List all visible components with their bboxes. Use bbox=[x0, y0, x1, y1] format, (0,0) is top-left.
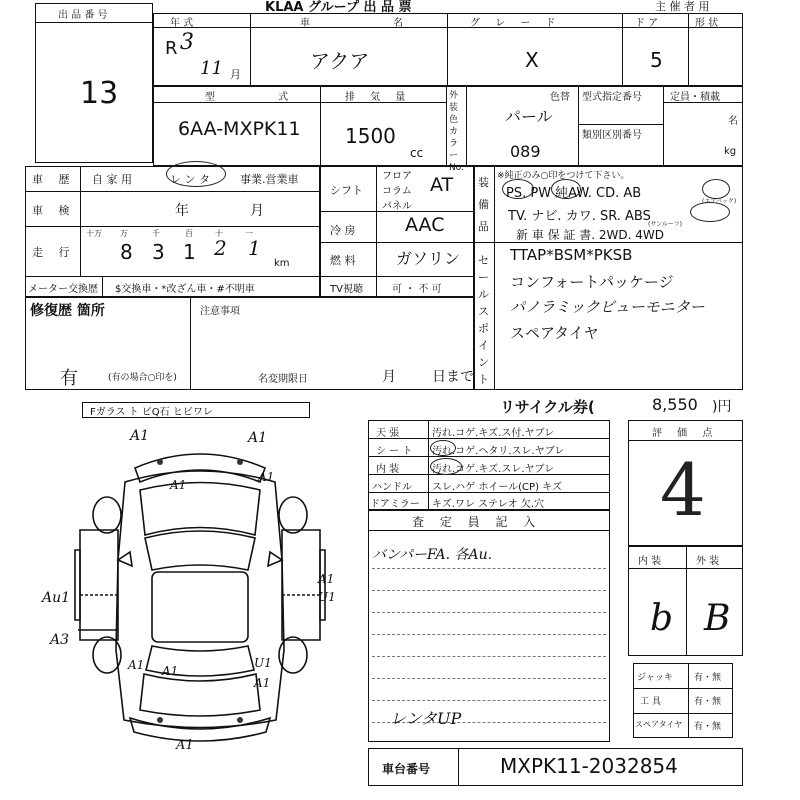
mark-a1-roof-left: A1 bbox=[170, 478, 187, 492]
shift-value: AT bbox=[430, 174, 454, 196]
repair-value: 有 bbox=[60, 368, 78, 389]
exterior-value: B bbox=[704, 598, 731, 639]
vin-value: MXPK11-2032854 bbox=[500, 754, 678, 778]
inspector-note-2: レンタUP bbox=[390, 709, 462, 728]
equipment-line1-small: (エアバック) bbox=[702, 198, 737, 205]
year-month: 11 bbox=[200, 58, 223, 79]
displacement-label: 排 気 量 bbox=[345, 92, 412, 103]
inspector-note-1: バンパーFA. 各Au. bbox=[372, 547, 493, 563]
model-value: 6AA-MXPK11 bbox=[178, 118, 301, 140]
mileage-digit-4: 2 bbox=[214, 236, 227, 260]
unit-10: 十 bbox=[215, 229, 223, 238]
grade-header: グ レ ー ド bbox=[470, 18, 562, 29]
displacement-unit: cc bbox=[410, 146, 424, 160]
mark-a1-lower-left: A1 bbox=[128, 658, 145, 672]
cond-values-interior: 汚れ.コゲ.キズ.スレ.ヤブレ bbox=[432, 464, 555, 475]
cond-values-mirror: キズ.ワレ ステレオ 欠.穴 bbox=[432, 499, 545, 510]
type-designation-label: 型式指定番号 bbox=[582, 92, 642, 103]
model-label: 型 式 bbox=[205, 92, 319, 103]
equipment-note: ※純正のみ○印をつけて下さい。 bbox=[497, 171, 630, 181]
vin-label: 車台番号 bbox=[382, 762, 431, 776]
tv-options: 可 ・ 不 可 bbox=[392, 284, 442, 295]
equipment-line3: 新 車 保 証 書. 2WD. 4WD bbox=[516, 228, 664, 242]
expiry-day: 日まで bbox=[432, 369, 474, 385]
score-label: 評 価 点 bbox=[652, 428, 719, 439]
doors-value: 5 bbox=[650, 48, 663, 72]
tv-label: TV視聴 bbox=[330, 284, 363, 295]
trunk-shape bbox=[140, 674, 260, 716]
recycle-unit: )円 bbox=[712, 399, 732, 415]
ac-value: AAC bbox=[405, 214, 445, 236]
mileage-digit-5: 1 bbox=[248, 236, 261, 260]
notes-label: 注意事項 bbox=[200, 306, 240, 317]
mark-au1-left: Au1 bbox=[42, 590, 71, 606]
cond-label-seat: シ ー ト bbox=[376, 446, 413, 457]
year-month-unit: 月 bbox=[230, 68, 241, 81]
doors-header: ド ア bbox=[635, 18, 659, 29]
extra-spare-label: スペアタイヤ bbox=[635, 720, 683, 729]
mileage-digit-2: 3 bbox=[152, 240, 165, 264]
shift-opt-floor: フロア bbox=[382, 171, 412, 182]
extra-spare-value: 有・無 bbox=[694, 722, 722, 732]
unit-10k: 万 bbox=[120, 229, 128, 238]
color-side-label: 外装色カラーNo. bbox=[449, 91, 464, 173]
extra-jack-value: 有・無 bbox=[694, 673, 722, 683]
mark-a1-top-left: A1 bbox=[130, 428, 150, 444]
inspection-label: 車 検 bbox=[32, 204, 76, 217]
mark-u1-right: U1 bbox=[318, 590, 336, 604]
mileage-digit-3: 1 bbox=[183, 240, 196, 264]
mileage-digit-1: 8 bbox=[120, 240, 133, 264]
sales-point-line4: スペアタイヤ bbox=[510, 324, 599, 342]
equipment-line2: TV. ナビ. カワ. SR. ABS bbox=[508, 209, 651, 224]
pw-circle-mark bbox=[551, 179, 581, 199]
meter-options: $交換車・*改ざん車・#不明車 bbox=[115, 284, 255, 295]
car-name: アクア bbox=[310, 49, 370, 73]
fuel-label: 燃 料 bbox=[330, 254, 356, 267]
right-front-wheel-shape bbox=[279, 497, 307, 533]
sales-point-line1: TTAP*BSM*PKSB bbox=[510, 246, 633, 264]
shift-opt-column: コラム bbox=[382, 186, 412, 197]
mark-a3-left: A3 bbox=[50, 632, 70, 648]
expiry-label: 名変期限日 bbox=[258, 374, 308, 385]
cond-values-handle: スレ.ハゲ ホイール(CP) キズ bbox=[432, 482, 562, 493]
history-opt-business: 事業.営業車 bbox=[240, 173, 299, 186]
mileage-unit: km bbox=[274, 258, 290, 269]
equipment-line2-small: (サンルーフ) bbox=[648, 221, 682, 228]
organizer-label: 主 催 者 用 bbox=[655, 0, 710, 13]
year-num: 3 bbox=[180, 30, 194, 55]
right-side-panel bbox=[282, 530, 320, 640]
seat-dirt-circle-mark bbox=[430, 440, 456, 456]
history-label: 車 歴 bbox=[32, 173, 76, 186]
unit-1: 一 bbox=[245, 229, 253, 238]
carname-header: 車 名 bbox=[300, 18, 444, 29]
exterior-label: 外 装 bbox=[696, 556, 720, 567]
meter-label: メーター交換歴 bbox=[28, 284, 98, 295]
repair-label: 修復歴 箇所 bbox=[30, 303, 105, 319]
interior-dirt-circle-mark bbox=[430, 458, 462, 475]
lot-label: 出 品 番 号 bbox=[58, 10, 108, 21]
year-era: R bbox=[165, 38, 178, 59]
recycle-amount: 8,550 bbox=[652, 395, 698, 414]
color-code: 089 bbox=[510, 142, 541, 161]
equipment-line1: PS. PW 純AW. CD. AB bbox=[506, 186, 642, 201]
history-opt-private: 自 家 用 bbox=[92, 173, 132, 186]
capacity-label: 定員・積載 bbox=[670, 92, 720, 103]
inspection-month-unit: 月 bbox=[250, 203, 264, 219]
rear-bumper-shape bbox=[130, 718, 270, 741]
grade-value: X bbox=[525, 48, 539, 72]
equipment-label: 装備品 bbox=[478, 176, 489, 233]
mark-a1-right-mid: A1 bbox=[318, 572, 335, 586]
shift-label: シフト bbox=[330, 184, 363, 197]
glass-options: Fガラス ト ビQ石 ヒビワレ bbox=[90, 407, 213, 418]
ac-label: 冷 房 bbox=[330, 224, 356, 237]
inspector-label: 査 定 員 記 入 bbox=[412, 515, 542, 529]
left-front-wheel-shape bbox=[93, 497, 121, 533]
class-label: 類別区別番号 bbox=[582, 130, 642, 141]
inspection-year-unit: 年 bbox=[175, 203, 189, 219]
sales-point-line2: コンフォートパッケージ bbox=[510, 273, 674, 291]
left-mirror-shape bbox=[118, 552, 132, 566]
ps-circle-mark bbox=[502, 179, 534, 199]
history-opt-rental: レ ン タ bbox=[170, 173, 210, 186]
mark-a1-bottom: A1 bbox=[176, 738, 194, 753]
cond-label-interior: 内 装 bbox=[376, 464, 400, 475]
capacity-unit2: kg bbox=[724, 146, 737, 157]
abs-circle-mark bbox=[690, 202, 730, 222]
recycle-label: リサイクル券( bbox=[500, 398, 595, 416]
shift-opt-panel: パネル bbox=[382, 201, 412, 212]
capacity-unit1: 名 bbox=[728, 116, 738, 127]
left-side-panel bbox=[80, 530, 118, 640]
right-mirror-shape bbox=[268, 552, 282, 566]
cond-values-ceiling: 汚れ.コゲ.キズ.ス付.ヤブレ bbox=[432, 428, 555, 439]
cond-label-handle: ハンドル bbox=[372, 482, 412, 493]
cond-label-ceiling: 天 張 bbox=[376, 428, 400, 439]
unit-100k: 十万 bbox=[86, 229, 102, 238]
fuel-value: ガソリン bbox=[396, 249, 461, 268]
interior-label: 内 装 bbox=[638, 556, 662, 567]
mileage-label: 走 行 bbox=[32, 246, 76, 259]
year-header: 年 式 bbox=[170, 18, 194, 29]
car-diagram bbox=[20, 420, 360, 760]
mark-u1-lower-right: U1 bbox=[254, 656, 272, 670]
windshield-shape bbox=[145, 531, 255, 570]
sales-point-label: セールスポイント bbox=[478, 254, 489, 386]
displacement-value: 1500 bbox=[345, 124, 396, 148]
sales-point-line3: パノラミックビューモニター bbox=[510, 298, 705, 316]
extra-tools-label: 工 具 bbox=[640, 697, 661, 707]
color-name: パール bbox=[505, 107, 553, 126]
repair-note: (有の場合○印を) bbox=[108, 373, 177, 383]
front-bumper-shape bbox=[135, 454, 265, 482]
extra-tools-value: 有・無 bbox=[694, 697, 722, 707]
rental-circle-mark bbox=[166, 161, 226, 187]
roof-shape bbox=[152, 572, 248, 642]
mark-a1-lower-right: A1 bbox=[254, 676, 271, 690]
cond-label-mirror: ドアミラー bbox=[370, 499, 420, 510]
mark-a1-roof-right: A1 bbox=[258, 470, 275, 484]
header-title: KLAA グループ 出 品 票 bbox=[265, 0, 412, 15]
color-change-label: 色替 bbox=[550, 92, 570, 103]
cond-values-seat: 汚れ.コゲ.ヘタリ.スレ.ヤブレ bbox=[432, 446, 565, 457]
unit-100: 百 bbox=[185, 229, 193, 238]
unit-1k: 千 bbox=[152, 229, 160, 238]
hood-shape bbox=[140, 483, 260, 536]
mark-a1-lower-mid: A1 bbox=[162, 664, 179, 678]
lot-number: 13 bbox=[80, 76, 119, 111]
ab-circle-mark bbox=[702, 179, 730, 199]
expiry-month: 月 bbox=[382, 369, 396, 385]
score-value: 4 bbox=[660, 448, 706, 532]
interior-value: b bbox=[650, 598, 674, 639]
extra-jack-label: ジャッキ bbox=[637, 673, 673, 683]
shape-header: 形 状 bbox=[695, 18, 719, 29]
mark-a1-top-right: A1 bbox=[248, 430, 268, 446]
